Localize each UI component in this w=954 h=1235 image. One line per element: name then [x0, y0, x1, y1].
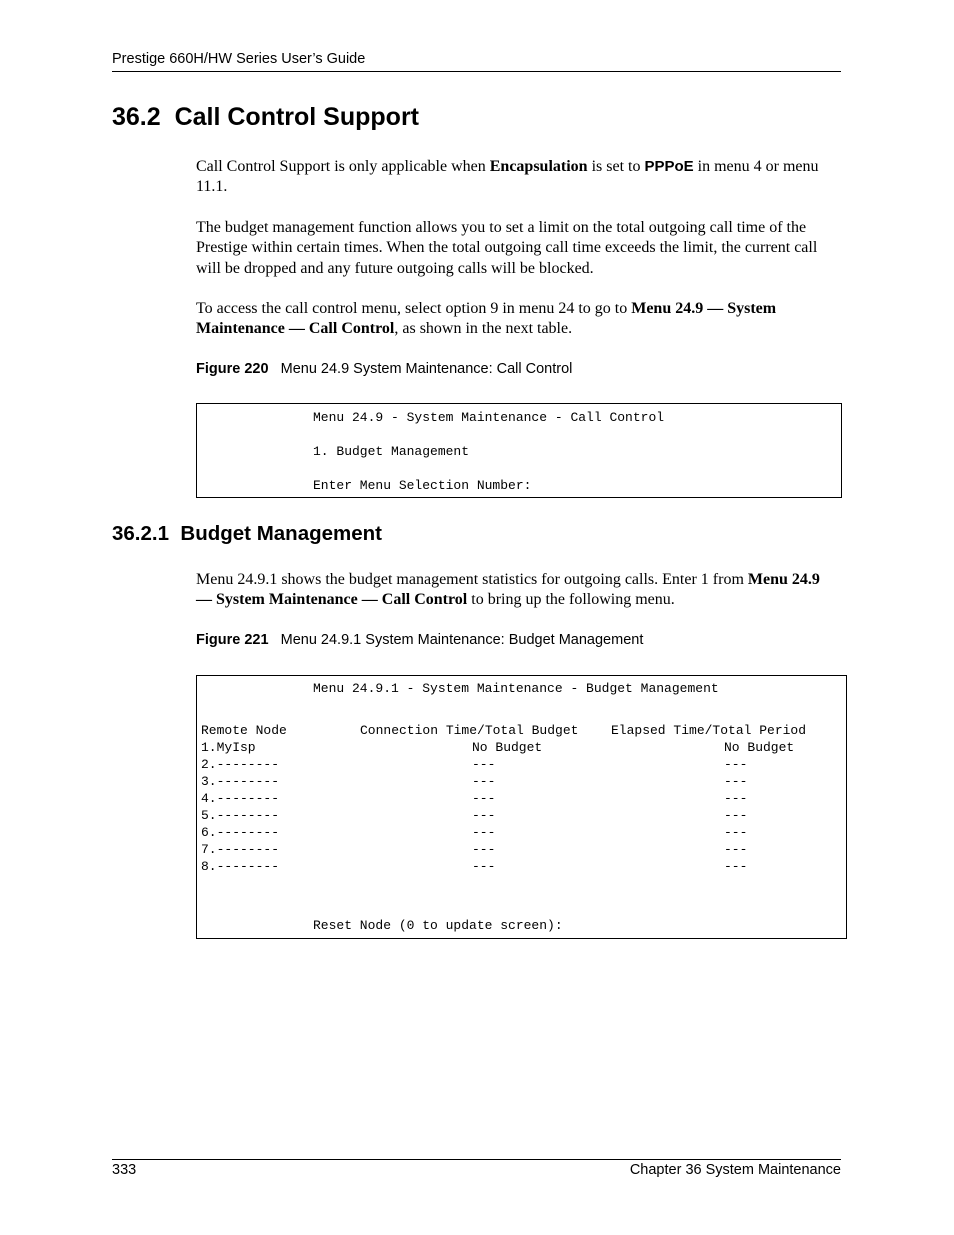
paragraph-access-menu	[196, 299, 836, 340]
bold-run-pppoe: PPPoE	[644, 158, 694, 175]
figure-label: Figure 221	[196, 632, 269, 648]
table-cell-connection: ---	[472, 774, 496, 789]
bold-run: Menu 24.9 — System Maintenance — Call Control	[196, 571, 820, 609]
header-divider	[112, 71, 841, 72]
table-cell-connection: ---	[472, 808, 496, 823]
subsection-heading	[112, 522, 382, 546]
column-header-elapsed-time: Elapsed Time/Total Period	[611, 723, 807, 738]
menu-prompt-line: Reset Node (0 to update screen):	[313, 918, 563, 933]
table-cell-connection: ---	[472, 825, 496, 840]
table-cell-elapsed: ---	[724, 825, 748, 840]
table-cell-connection: ---	[472, 859, 496, 874]
table-cell-elapsed: No Budget	[724, 740, 795, 755]
figure-label: Figure 220	[196, 361, 269, 377]
table-row-node: 8.--------	[201, 859, 280, 874]
figure-220-caption	[196, 361, 572, 377]
text-run: in menu 4 or menu 11.1.	[196, 158, 819, 196]
figure-221-menu-screen	[196, 675, 847, 939]
figure-caption-text: Menu 24.9.1 System Maintenance: Budget Management	[280, 632, 644, 648]
table-row-node: 6.--------	[201, 825, 280, 840]
figure-220-menu-screen	[196, 403, 842, 498]
table-cell-elapsed: ---	[724, 859, 748, 874]
menu-prompt-line: Enter Menu Selection Number:	[313, 478, 532, 493]
figure-caption-text: Menu 24.9 System Maintenance: Call Control	[280, 361, 573, 377]
text-run: Call Control Support is only applicable when	[196, 158, 490, 175]
table-cell-connection: ---	[472, 757, 496, 772]
table-cell-connection: No Budget	[472, 740, 543, 755]
table-row-node: 2.--------	[201, 757, 280, 772]
text-run: to bring up the following menu.	[467, 591, 675, 609]
menu-option-line: 1. Budget Management	[313, 444, 470, 459]
table-cell-elapsed: ---	[724, 774, 748, 789]
table-cell-elapsed: ---	[724, 791, 748, 806]
table-cell-connection: ---	[472, 842, 496, 857]
bold-run: Encapsulation	[489, 158, 588, 175]
text-run: is set to	[587, 158, 645, 175]
section-title: Call Control Support	[174, 103, 419, 131]
table-row-node: 5.--------	[201, 808, 280, 823]
paragraph-call-control-intro	[196, 157, 836, 198]
subsection-title: Budget Management	[180, 522, 383, 545]
paragraph-budget-function: The budget management function allows you to set a limit on the total outgoing call time of the Prestige within certain times. When the total outgoing call time exceeds the limit, the current call will be dropped and any future outgoing calls will be blocked.	[196, 219, 818, 277]
chapter-title: Chapter 36 System Maintenance	[629, 1162, 841, 1178]
paragraph-budget-menu	[196, 570, 836, 611]
section-heading	[112, 103, 419, 132]
table-row-node: 4.--------	[201, 791, 280, 806]
menu-title-line: Menu 24.9.1 - System Maintenance - Budget Management	[313, 681, 719, 696]
table-row-node: 1.MyIsp	[201, 740, 256, 755]
table-cell-elapsed: ---	[724, 808, 748, 823]
table-row-node: 7.--------	[201, 842, 280, 857]
section-number: 36.2	[112, 103, 161, 131]
bold-run: Menu 24.9 — System Maintenance — Call Control	[196, 300, 777, 338]
footer-divider	[112, 1159, 841, 1160]
text-run: Menu 24.9.1 shows the budget management statistics for outgoing calls. Enter 1 from	[196, 571, 748, 588]
column-header-connection-time: Connection Time/Total Budget	[360, 723, 579, 738]
figure-221-caption	[196, 632, 643, 648]
text-run: , as shown in the next table.	[394, 320, 573, 338]
subsection-number: 36.2.1	[112, 522, 169, 545]
column-header-remote-node: Remote Node	[201, 723, 287, 738]
page-number: 333	[112, 1162, 137, 1178]
table-row-node: 3.--------	[201, 774, 280, 789]
menu-title-line: Menu 24.9 - System Maintenance - Call Control	[313, 410, 665, 425]
text-run: To access the call control menu, select option 9 in menu 24 to go to	[196, 300, 632, 317]
table-cell-connection: ---	[472, 791, 496, 806]
table-cell-elapsed: ---	[724, 842, 748, 857]
running-header: Prestige 660H/HW Series User’s Guide	[112, 51, 366, 67]
table-cell-elapsed: ---	[724, 757, 748, 772]
